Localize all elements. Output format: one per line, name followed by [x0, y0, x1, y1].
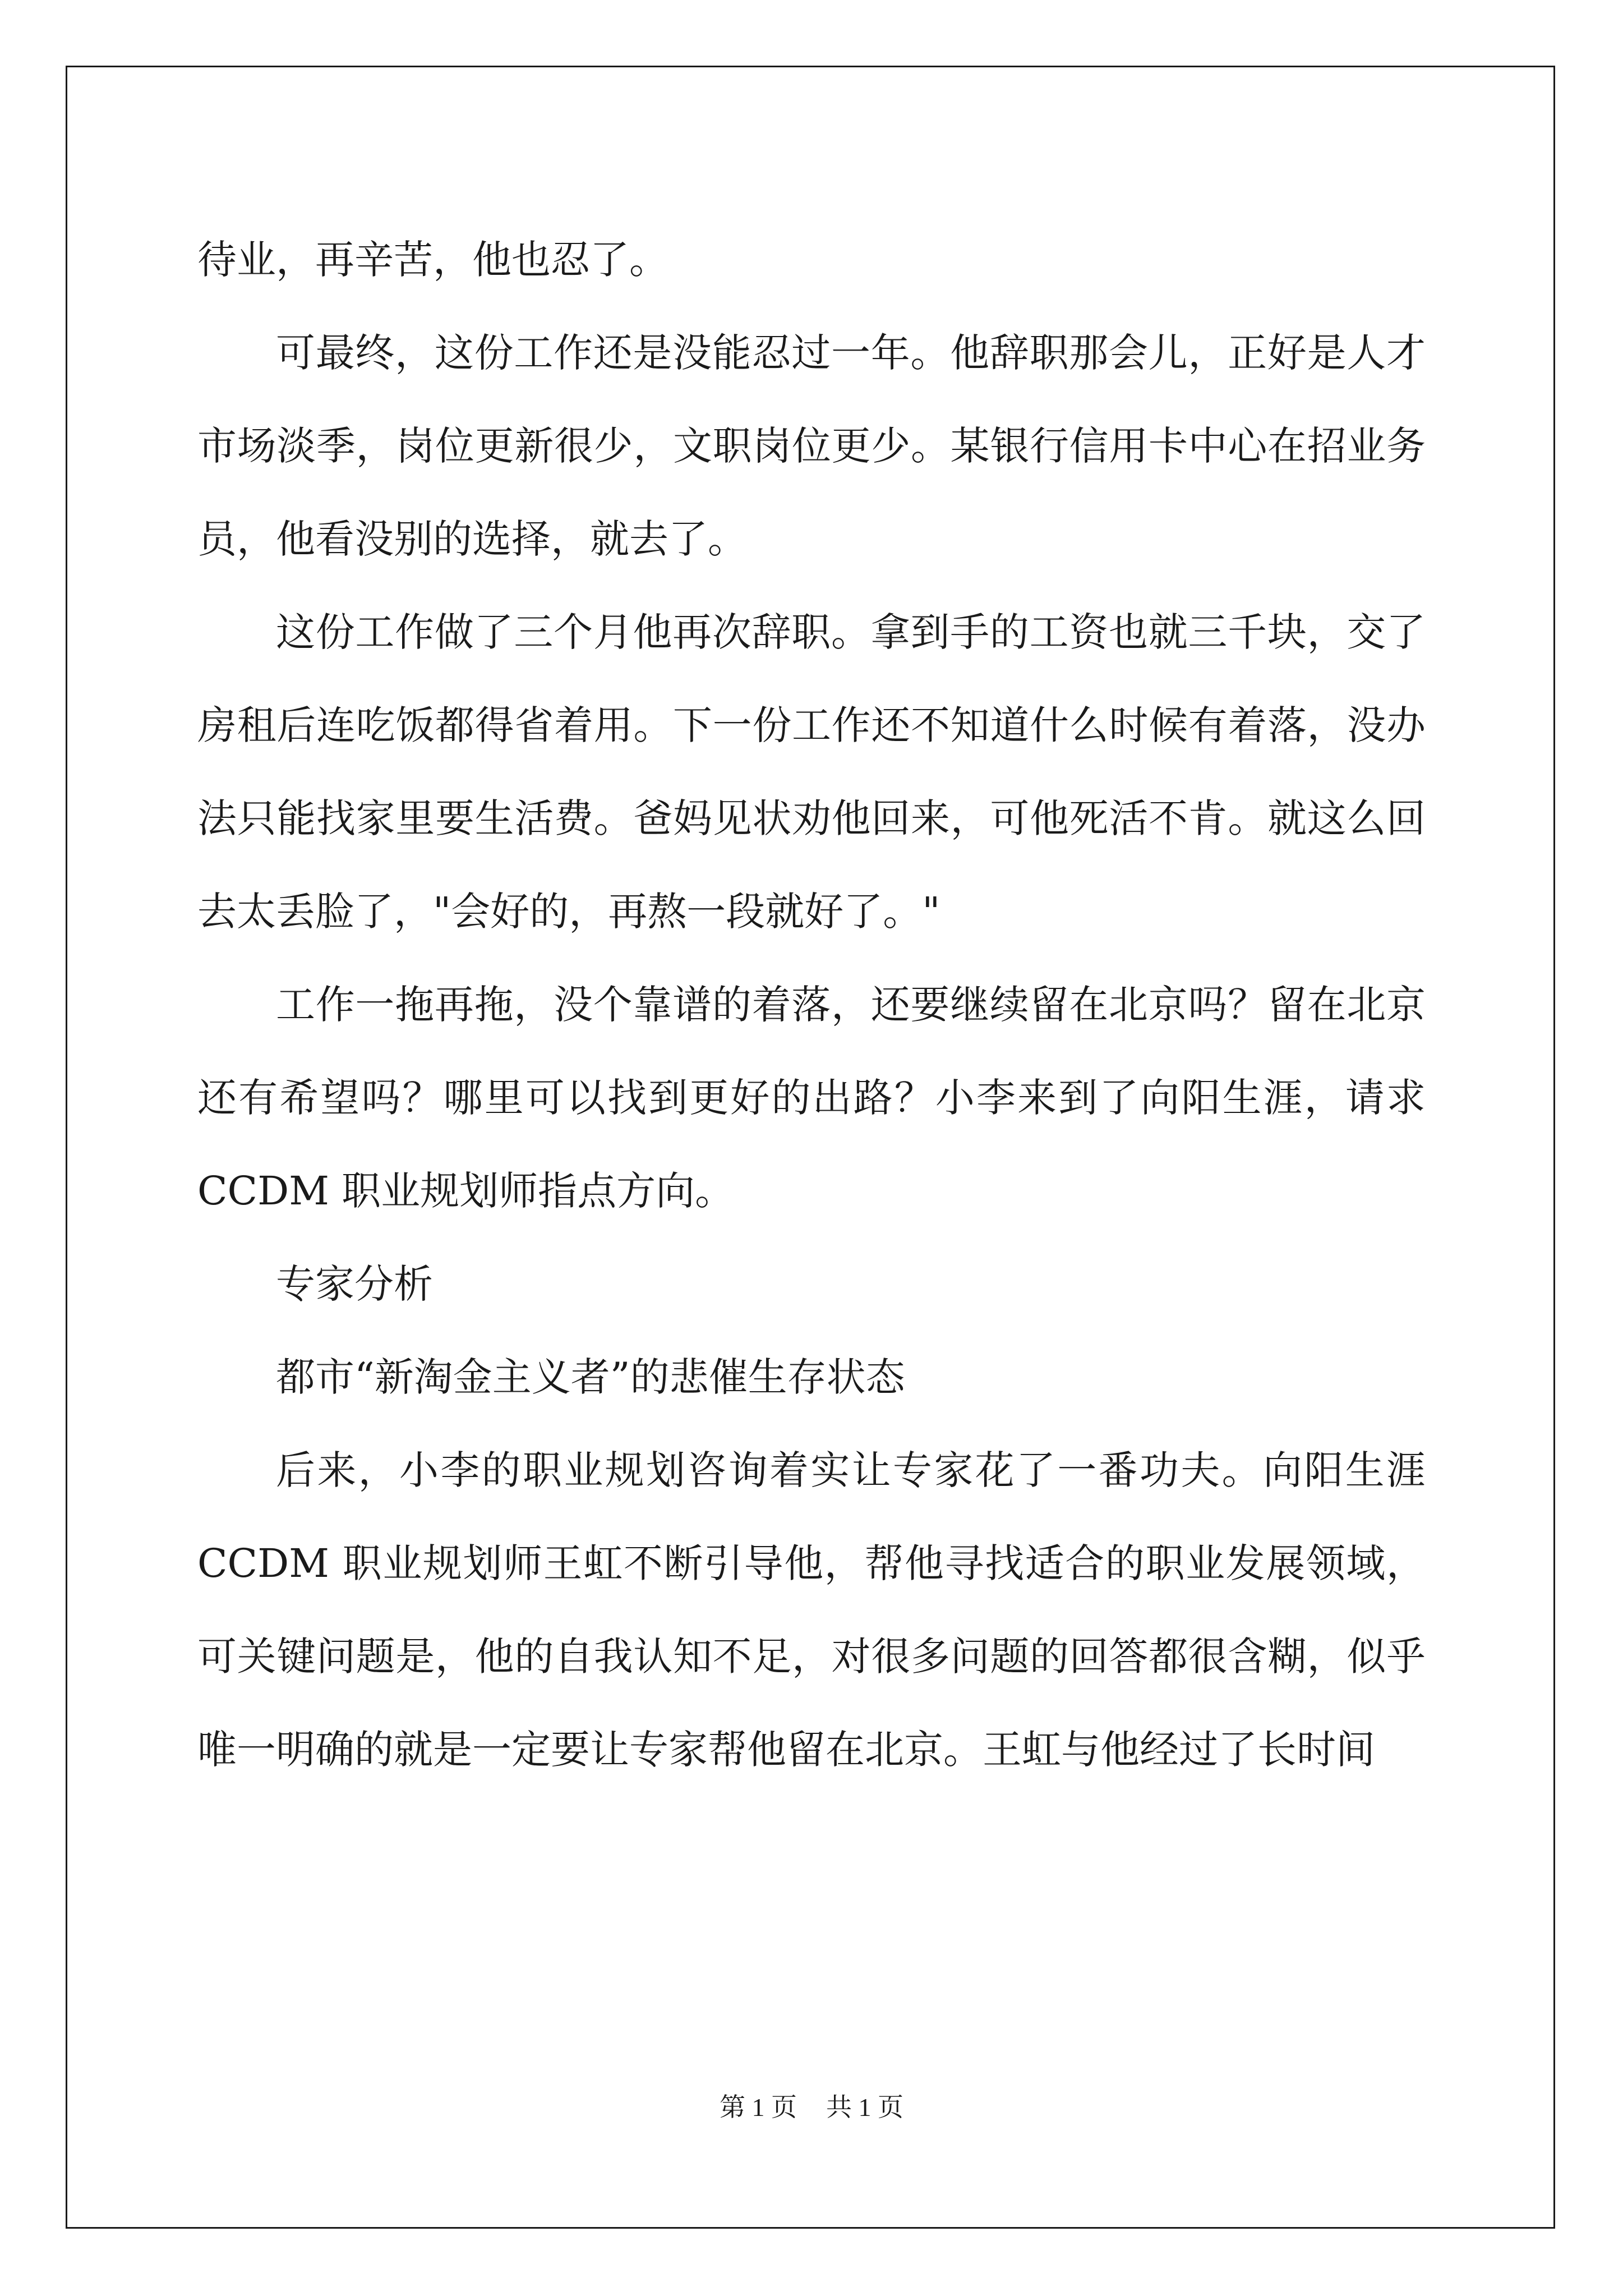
page-footer	[0, 2087, 1623, 2124]
paragraph: 这份工作做了三个月他再次辞职。拿到手的工资也就三千块，交了房租后连吃饭都得省着用。下一份工作还不知道什么时候有着落，没办法只能找家里要生活费。爸妈见状劝他回来，可他死活不肯。就这么回去太丢脸了，"会好的，再熬一段就好了。"	[197, 609, 1426, 935]
page-number-current: 第 1 页	[720, 2093, 797, 2122]
paragraph: 可最终，这份工作还是没能忍过一年。他辞职那会儿，正好是人才市场淡季，岗位更新很少，文职岗位更少。某银行信用卡中心在招业务员，他看没别的选择，就去了。	[197, 330, 1426, 562]
page-number-total: 共 1 页	[826, 2093, 903, 2122]
paragraph: 工作一拖再拖，没个靠谱的着落，还要继续留在北京吗？留在北京还有希望吗？哪里可以找到更好的出路？小李来到了向阳生涯，请求 CCDM 职业规划师指点方向。	[197, 982, 1426, 1214]
section-heading: 专家分析	[276, 1261, 433, 1307]
paragraph: 后来，小李的职业规划咨询着实让专家花了一番功夫。向阳生涯 CCDM 职业规划师王虹不断引导他，帮他寻找适合的职业发展领域，可关键问题是，他的自我认知不足，对很多问题的回答都很含糊，似乎唯一明确的就是一定要让专家帮他留在北京。王虹与他经过了长时间	[197, 1447, 1426, 1773]
section-subheading: 都市“新淘金主义者”的悲催生存状态	[276, 1354, 905, 1400]
paragraph-continuation: 待业，再辛苦，他也忍了。	[197, 237, 668, 283]
document-body	[197, 213, 1426, 1796]
